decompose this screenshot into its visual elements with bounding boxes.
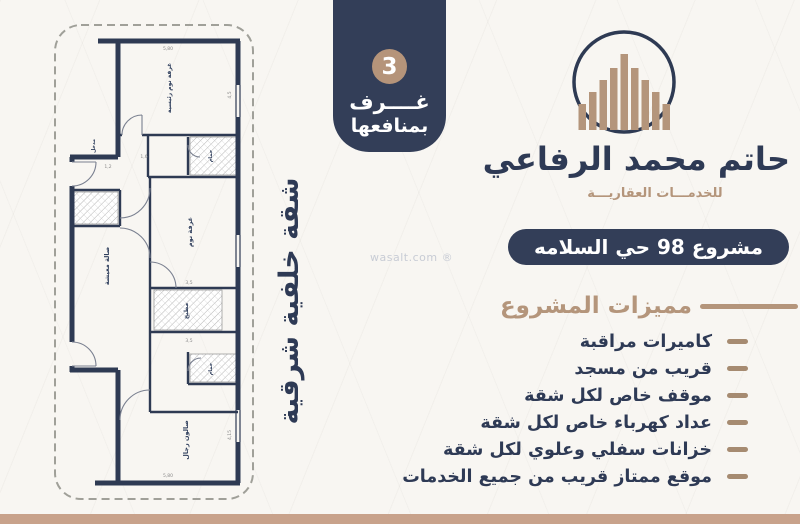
dim: 4,5 (228, 91, 233, 99)
feature-row (402, 409, 748, 436)
feature-row (402, 355, 748, 382)
room-labels (91, 63, 214, 460)
feature-text: خزانات سفلي وعلوي لكل شقة (442, 439, 712, 460)
floor-plan (52, 20, 256, 504)
feature-text: قريب من مسجد (574, 358, 712, 379)
feature-text: موقف خاص لكل شقة (524, 385, 712, 406)
brand-name: حاتم محمد الرفاعي (482, 140, 790, 178)
room-label: مطبخ (183, 302, 190, 320)
room-label: غرفة نوم رئيسية (166, 62, 173, 114)
room-label: مدخل (91, 138, 97, 154)
project-banner (508, 229, 789, 265)
dim: 5,80 (162, 474, 174, 479)
dim: 4,15 (228, 429, 233, 441)
apartment-tagline: شقة خلفية شرقية (274, 177, 305, 425)
badge-line2: بمنافعها (350, 115, 429, 137)
bullet-dash-icon (727, 366, 748, 371)
feature-row (402, 382, 748, 409)
dim: 1,6 (140, 155, 148, 160)
project-banner-label: مشروع 98 حي السلامه (533, 235, 764, 259)
dim: 3,5 (185, 281, 193, 286)
door-arcs (72, 115, 201, 420)
features-title: مميزات المشروع (499, 293, 692, 319)
room-label: غرفة نوم (186, 216, 194, 248)
rooms-badge (333, 0, 446, 152)
features-list (402, 328, 748, 490)
feature-row (402, 328, 748, 355)
room-label: صالون رجال (182, 420, 190, 460)
feature-text: موقع ممتاز قريب من جميع الخدمات (402, 466, 712, 487)
features-title-line (700, 304, 798, 309)
room-label: حمام (208, 149, 214, 163)
rooms-count-circle (372, 49, 407, 84)
hatched-areas (74, 137, 236, 382)
dim: 1,2 (104, 165, 112, 170)
watermark: wasalt.com ® (370, 251, 454, 264)
bullet-dash-icon (727, 420, 748, 425)
brand-subtitle: للخدمـــات العقاريـــة (587, 186, 723, 201)
bullet-dash-icon (727, 447, 748, 452)
bullet-dash-icon (727, 393, 748, 398)
bottom-accent-bar (0, 514, 800, 524)
room-label: حمام (208, 362, 214, 376)
features-header (500, 293, 798, 319)
feature-text: كاميرات مراقبة (579, 331, 712, 352)
rooms-count: 3 (381, 53, 398, 80)
feature-row (402, 463, 748, 490)
dim: 5,80 (162, 47, 174, 52)
dim: 3,5 (185, 339, 193, 344)
bullet-dash-icon (727, 474, 748, 479)
badge-line1: غــــرف (349, 90, 430, 114)
feature-row (402, 436, 748, 463)
feature-text: عداد كهرباء خاص لكل شقة (480, 412, 712, 433)
bullet-dash-icon (727, 339, 748, 344)
room-label: صالة معيشة (103, 246, 111, 286)
